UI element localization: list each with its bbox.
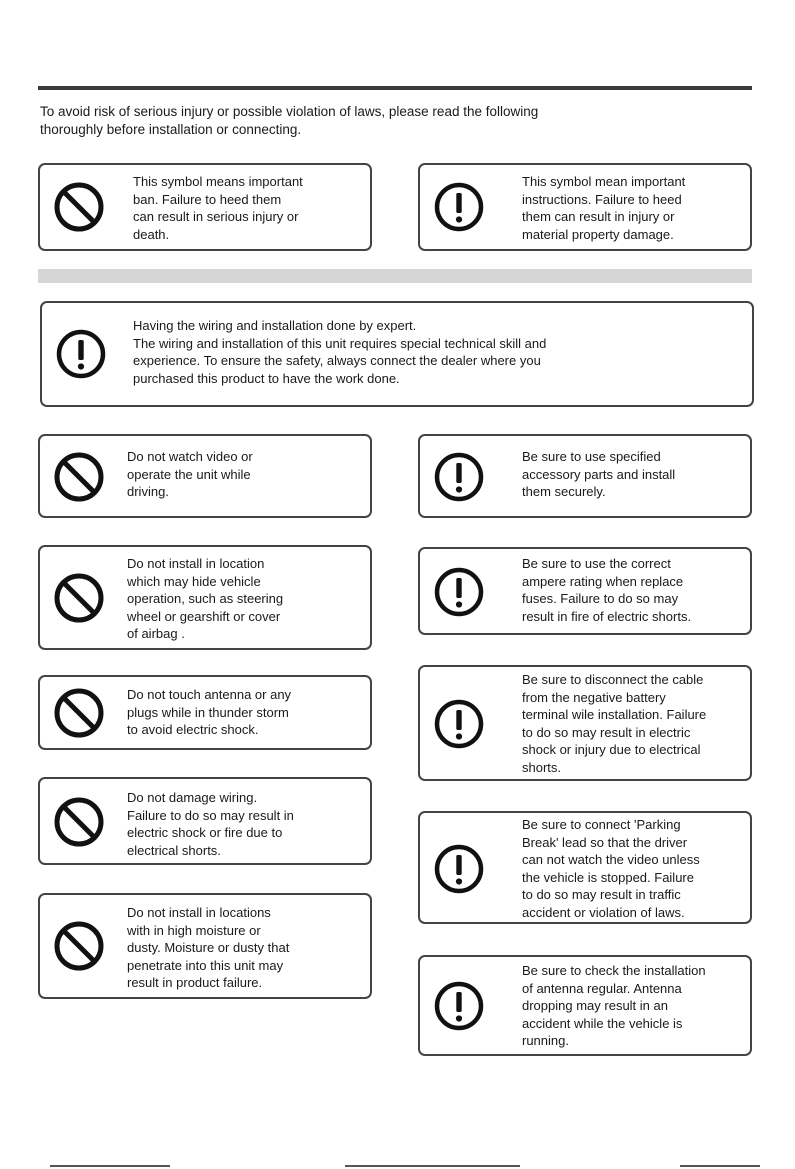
exclamation-icon <box>432 180 486 234</box>
prohibition-text: Do not install in location which may hide vehicle operation, such as steering wheel or gearshift or cover of airbag . <box>127 556 284 641</box>
instruction-box <box>418 665 752 781</box>
exclamation-icon <box>432 450 486 504</box>
instruction-text: Be sure to check the installation of antenna regular. Antenna dropping may result in an accident while the vehicle is running. <box>522 963 706 1048</box>
footer-mark <box>50 1165 170 1167</box>
legend-instruction-text: This symbol mean important instructions. Failure to heed them can result in injury or material property damage. <box>522 174 686 242</box>
prohibition-text: Do not touch antenna or any plugs while in thunder storm to avoid electric shock. <box>127 687 292 737</box>
legend-ban-text: This symbol means important ban. Failure to heed them can result in serious injury or death. <box>133 174 303 242</box>
exclamation-icon <box>432 979 486 1033</box>
footer-mark <box>680 1165 760 1167</box>
instruction-box <box>418 955 752 1056</box>
instruction-box <box>418 434 752 518</box>
prohibition-icon <box>52 686 106 740</box>
prohibition-text: Do not install in locations with in high moisture or dusty. Moisture or dusty that penetrate into this unit may result in product failure. <box>127 905 290 990</box>
legend-ban-box <box>38 163 372 251</box>
intro-line-2: thoroughly before installation or connecting. <box>40 122 302 137</box>
expert-notice-text: Having the wiring and installation done by expert. The wiring and installation of this unit requires special technical skill and experience. To ensure the safety, always connect the dealer where you purchased this product to have the work done. <box>133 318 547 386</box>
prohibition-text: Do not watch video or operate the unit while driving. <box>127 449 253 499</box>
section-divider <box>38 269 752 283</box>
prohibition-box <box>38 434 372 518</box>
intro-text <box>40 103 640 139</box>
legend-instruction-box <box>418 163 752 251</box>
prohibition-box <box>38 777 372 865</box>
footer-mark <box>345 1165 520 1167</box>
instruction-text: Be sure to use the correct ampere rating when replace fuses. Failure to do so may result in fire of electric shorts. <box>522 556 692 624</box>
instruction-box <box>418 547 752 635</box>
prohibition-box <box>38 893 372 999</box>
exclamation-icon <box>432 565 486 619</box>
prohibition-icon <box>52 919 106 973</box>
exclamation-icon <box>432 697 486 751</box>
prohibition-box <box>38 545 372 650</box>
prohibition-icon <box>52 180 106 234</box>
exclamation-icon <box>432 842 486 896</box>
prohibition-text: Do not damage wiring. Failure to do so may result in electric shock or fire due to electrical shorts. <box>127 790 294 858</box>
prohibition-box <box>38 675 372 750</box>
prohibition-icon <box>52 795 106 849</box>
instruction-text: Be sure to use specified accessory parts and install them securely. <box>522 449 676 499</box>
prohibition-icon <box>52 571 106 625</box>
top-rule <box>38 86 752 90</box>
instruction-text: Be sure to disconnect the cable from the negative battery terminal wile installation. Failure to do so may result in electric shock or injury due to electrical shorts. <box>522 672 707 775</box>
instruction-box <box>418 811 752 924</box>
expert-notice-box <box>40 301 754 407</box>
instruction-text: Be sure to connect 'Parking Break' lead so that the driver can not watch the video unless the vehicle is stopped. Failure to do so may result in traffic accident or violation of laws. <box>522 817 700 920</box>
intro-line-1: To avoid risk of serious injury or possible violation of laws, please read the following <box>40 104 539 119</box>
exclamation-icon <box>54 327 108 381</box>
prohibition-icon <box>52 450 106 504</box>
